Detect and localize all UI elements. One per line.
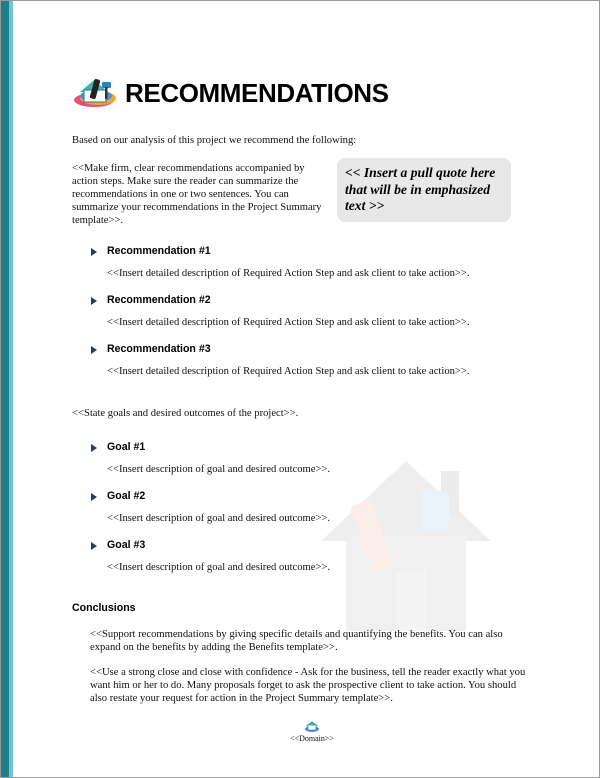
pull-quote: << Insert a pull quote here that will be in emphasized text >> [337, 158, 511, 222]
conclusions-paragraph: <<Support recommendations by giving specific details and quantifying the benefits. You can also expand on the benefits by adding the Benefits template>>. [90, 629, 503, 653]
recommendation-heading: Recommendation #1 [107, 245, 211, 257]
page-title: RECOMMENDATIONS [125, 78, 389, 108]
goal-heading: Goal #1 [107, 441, 146, 453]
goal-detail: <<Insert description of goal and desired outcome>>. [107, 464, 331, 475]
recommendation-detail: <<Insert detailed description of Required Action Step and ask client to take action>>. [107, 317, 470, 328]
lead-paragraph: <<Make firm, clear recommendations accompanied by action steps. Make sure the reader can summarize the recommendations in one or two sentences. You can summarize your recommendations in the Project Summary template>>. [72, 163, 322, 226]
conclusions-heading: Conclusions [72, 602, 136, 614]
footer-domain: <<Domain>> [290, 734, 334, 743]
accent-bar [1, 1, 9, 777]
triangle-bullet-icon [91, 493, 97, 501]
goals-intro: <<State goals and desired outcomes of the project>>. [72, 408, 299, 419]
goal-detail: <<Insert description of goal and desired outcome>>. [107, 513, 331, 524]
accent-bar-light [9, 1, 13, 777]
triangle-bullet-icon [91, 444, 97, 452]
recommendation-heading: Recommendation #3 [107, 343, 211, 355]
recommendation-detail: <<Insert detailed description of Required Action Step and ask client to take action>>. [107, 268, 470, 279]
goal-detail: <<Insert description of goal and desired outcome>>. [107, 562, 331, 573]
intro-text: Based on our analysis of this project we recommend the following: [72, 135, 357, 146]
house-watermark-icon [301, 441, 511, 641]
paint-tools-logo-icon [72, 76, 120, 110]
recommendation-heading: Recommendation #2 [107, 294, 211, 306]
conclusions-paragraph: <<Use a strong close and close with confidence - Ask for the business, tell the reader exactly what you want him or her to do. Many proposals forget to ask the prospective client to take action. You should also restate your request for action in the Project Summary template>>. [90, 667, 526, 704]
triangle-bullet-icon [91, 542, 97, 550]
triangle-bullet-icon [91, 248, 97, 256]
goal-heading: Goal #2 [107, 490, 146, 502]
footer-logo-icon [304, 719, 320, 733]
triangle-bullet-icon [91, 346, 97, 354]
triangle-bullet-icon [91, 297, 97, 305]
recommendation-detail: <<Insert detailed description of Required Action Step and ask client to take action>>. [107, 366, 470, 377]
goal-heading: Goal #3 [107, 539, 146, 551]
